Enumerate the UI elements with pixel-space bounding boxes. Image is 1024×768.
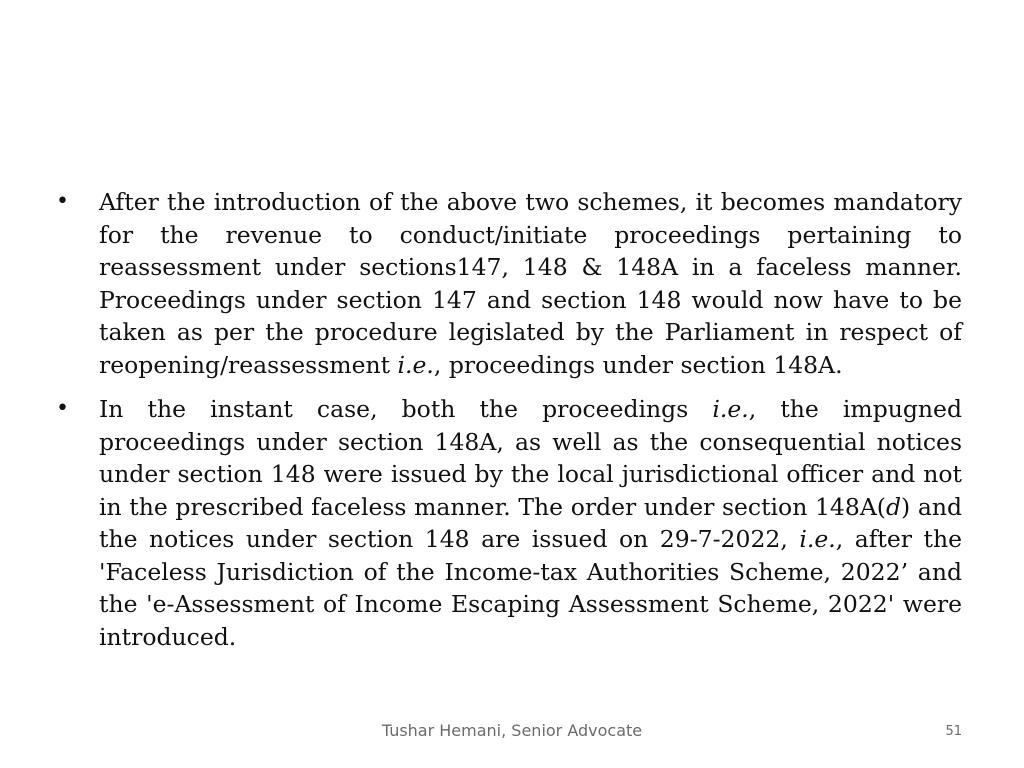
text-segment: , after the 'Faceless Jurisdiction of the Income-tax Authorities Scheme, 2022’ and the 'e-Assessment of Income Escaping Assessment Scheme, 2022' were introduced. [99,525,962,651]
text-segment: After the introduction of the above two schemes, it becomes mandatory for the revenue to conduct/initiate proceedings pertaining to reassessment under sections147, 148 & 148A in a faceless manner. Proceedings under section 147 and section 148 would now have to be taken as per the procedure legislated by the Parliament in respect of reopening/reassessment [99,188,962,379]
page-number: 51 [945,724,962,739]
bullet-marker: • [56,396,69,421]
italic-segment: d [885,492,902,521]
text-segment: , the impugned proceedings under section 148A, as well as the consequential notices under section 148 were issued by the local jurisdictional officer and not in the prescribed faceless manner. The order under section 148A( [99,395,962,521]
text-segment: In the instant case, both the proceedings [99,395,713,423]
text-segment: ) and the notices under section 148 are issued on 29-7-2022, [99,492,963,553]
bullet-text [99,188,962,379]
bullet-item-1 [56,186,962,381]
text-segment: , proceedings under section 148A. [433,350,843,379]
footer-author: Tushar Hemani, Senior Advocate [381,721,643,740]
bullet-marker: • [56,189,69,214]
italic-segment: i.e. [397,350,434,379]
slide-body [56,186,962,665]
italic-segment: i.e. [712,395,749,423]
bullet-text [99,395,962,651]
italic-segment: i.e. [799,525,836,553]
bullet-item-2 [56,393,962,653]
